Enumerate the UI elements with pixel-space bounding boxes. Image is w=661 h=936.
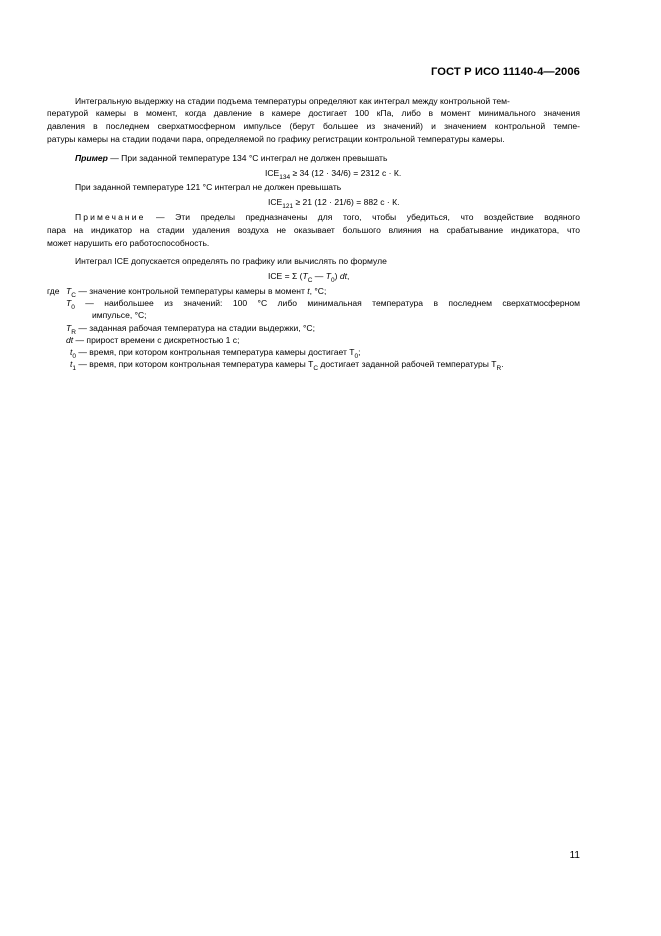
note-text: — Эти пределы предназначены для того, чтобы убедиться, что воздействие водяного [145,212,580,222]
def-text: — значение контрольной температуры камеры в момент t, °С; [78,286,327,296]
def-subscript: 1 [72,365,76,372]
note-line-3: может нарушить его работоспособность. [47,238,210,248]
def-t1 [70,359,504,372]
def-subscript: 0 [71,304,75,311]
formula-prefix: ICE [268,197,283,207]
note-line-1 [75,212,580,222]
def-text: — прирост времени с дискретностью 1 с; [75,335,240,345]
note-line-2: пара на индикатор на стадии удаления воздуха не оказывает большого влияния на срабатывание индикатора, что [47,225,580,235]
example-line [75,153,387,163]
document-header: ГОСТ Р ИСО 11140-4—2006 [430,66,580,78]
def-term: T [66,298,72,308]
def-subscript: R [71,329,76,336]
integral-formula: ICE = Σ ($T_C$ — $T_0$) dt, [268,271,350,284]
def-dt [66,335,239,345]
def-subscript: C [71,292,76,299]
def-subscript: 0 [72,353,76,360]
example-formula-134 [265,168,402,181]
example-formula-121 [268,197,400,210]
def-term: t [70,347,73,357]
formula-subscript: 121 [282,203,294,210]
example-line-2: При заданной температуре 121 °С интеграл не должен превышать [75,182,342,192]
def-text: — заданная рабочая температура на стадии выдержки, °С; [78,323,315,333]
def-text: — время, при котором контрольная температура камеры $T_C$ достигает заданной рабочей температуры $T_R$. [78,359,504,372]
where-label: где [47,286,60,296]
formula-rest: ≥ 21 (12 · 21/6) = 882 с · К. [293,197,400,207]
formula-rest: ≥ 34 (12 · 34/6) = 2312 с · К. [290,168,402,178]
def-term: T [66,323,72,333]
paragraph-line: давления в последнем сверхатмосферном импульсе (берут большее из значений) и значением контрольной темпе- [47,121,580,131]
def-term: dt [66,335,74,345]
integral-intro: Интеграл ICE допускается определять по графику или вычислять по формуле [75,256,387,266]
def-t0 [66,298,580,311]
page-number: 11 [569,850,580,861]
def-t0-time [70,347,361,360]
paragraph-line: ратуры камеры на стадии подачи пара, определяемой по графику регистрации контрольной температуры камеры. [47,134,505,144]
formula-subscript: 134 [279,174,291,181]
paragraph-line: Интегральную выдержку на стадии подъема температуры определяют как интеграл между контрольной тем- [75,96,510,106]
note-label: Примечание [75,212,146,222]
def-tc [66,286,327,299]
paragraph-line: пературой камеры в момент, когда давление в камере достигает 100 кПа, либо в момент минимального значения [47,108,580,118]
intro-paragraph [75,95,580,108]
example-text: — При заданной температуре 134 °С интеграл не должен превышать [107,153,388,163]
def-term: T [66,286,72,296]
def-t0-cont: импульсе, °С; [92,310,147,320]
example-label: Пример [75,153,108,163]
formula-prefix: ICE [265,168,280,178]
def-tr [66,323,315,336]
def-text: — время, при котором контрольная температура камеры достигает $T_0$; [78,347,361,360]
def-term: t [70,359,73,369]
def-text: — наибольшее из значений: 100 °С либо минимальная температура в последнем сверхатмосферном [85,298,580,308]
